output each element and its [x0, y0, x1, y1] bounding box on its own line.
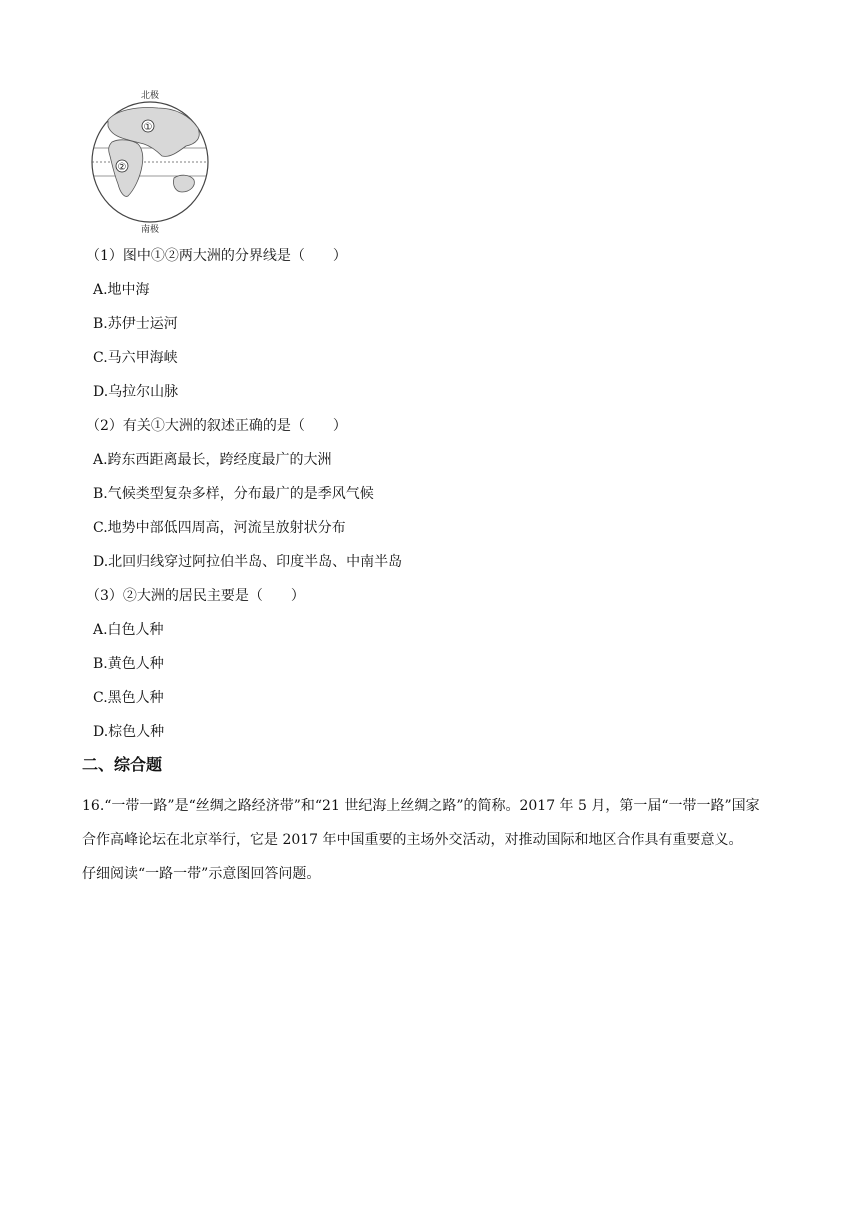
- question-3-option-a: A.白色人种: [93, 622, 164, 638]
- question-3-stem: （3）②大洲的居民主要是（ ）: [86, 588, 305, 604]
- south-pole-label: 南极: [140, 225, 160, 234]
- paragraph-line-3: 仔细阅读“一路一带”示意图回答问题。: [82, 866, 321, 882]
- question-2-stem: （2）有关①大洲的叙述正确的是（ ）: [86, 418, 347, 434]
- north-pole-label: 北极: [140, 91, 160, 101]
- question-1-option-c: C.马六甲海峡: [93, 350, 178, 366]
- question-1-option-a: A.地中海: [93, 282, 150, 298]
- section-heading: 二、综合题: [82, 755, 163, 774]
- marker-2-label: ②: [117, 162, 127, 173]
- question-3-option-d: D.棕色人种: [93, 724, 165, 740]
- question-2-option-b: B.气候类型复杂多样，分布最广的是季风气候: [93, 486, 374, 502]
- marker-1-label: ①: [143, 122, 153, 133]
- australia-shape: [173, 175, 194, 192]
- question-2-option-a: A.跨东西距离最长，跨经度最广的大洲: [93, 452, 332, 468]
- question-3-option-c: C.黑色人种: [93, 690, 164, 706]
- globe-map-figure: [86, 86, 214, 234]
- question-1-option-b: B.苏伊士运河: [93, 316, 178, 332]
- question-2-option-c: C.地势中部低四周高，河流呈放射状分布: [93, 520, 346, 536]
- question-1-option-d: D.乌拉尔山脉: [93, 384, 179, 400]
- paragraph-line-2: 合作高峰论坛在北京举行，它是 2017 年中国重要的主场外交活动，对推动国际和地区合作具有重要意义。: [82, 832, 743, 848]
- question-1-stem: （1）图中①②两大洲的分界线是（ ）: [86, 248, 347, 264]
- question-3-option-b: B.黄色人种: [93, 656, 164, 672]
- paragraph-line-1: 16.“一带一路”是“丝绸之路经济带”和“21 世纪海上丝绸之路”的简称。2017 年 5 月，第一届“一带一路”国家: [82, 798, 760, 814]
- question-2-option-d: D.北回归线穿过阿拉伯半岛、印度半岛、中南半岛: [93, 554, 403, 570]
